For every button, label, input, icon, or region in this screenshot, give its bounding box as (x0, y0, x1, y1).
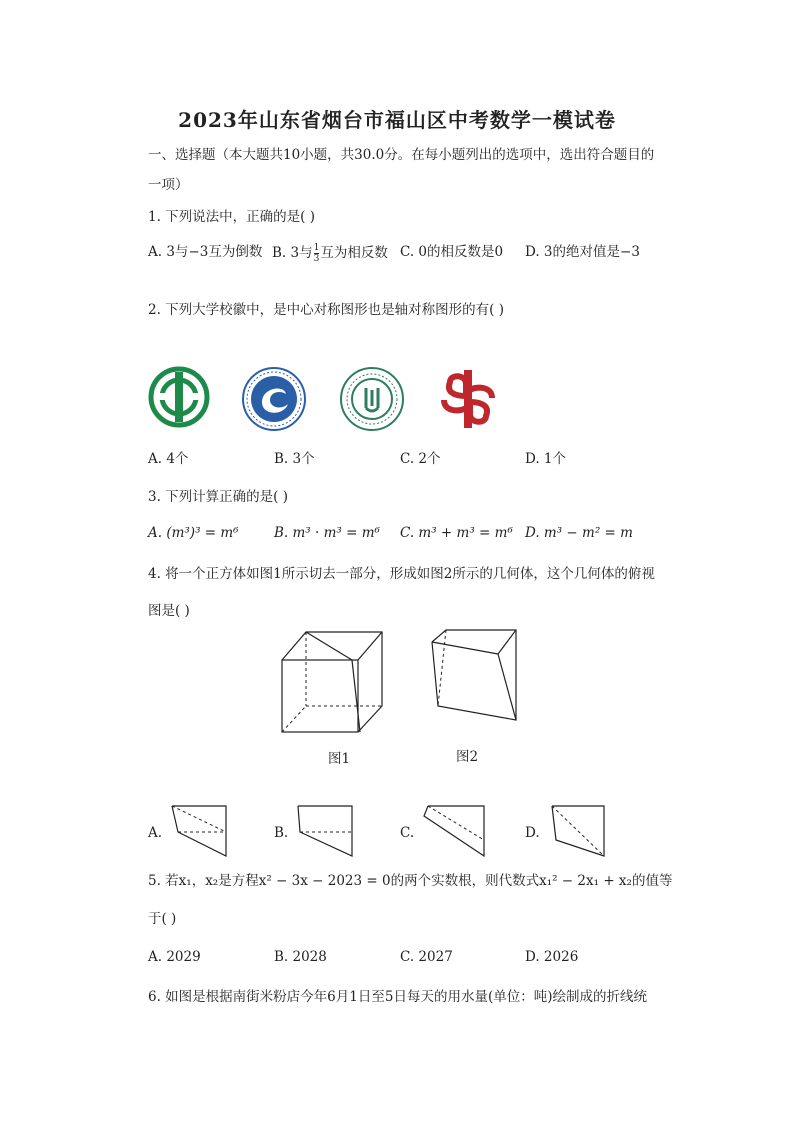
q5-option-d: D. 2026 (525, 949, 579, 965)
q4-option-d-figure (548, 804, 608, 858)
q4-option-c-label: C. (400, 825, 415, 841)
q2-option-b: B. 3个 (274, 451, 315, 467)
q4-option-a-label: A. (148, 825, 163, 841)
q1-option-b-prefix: B. 3与 (272, 245, 313, 261)
university-logo-4 (440, 368, 496, 430)
figure-1-cube (276, 626, 388, 736)
q1-option-d: D. 3的绝对值是−3 (525, 244, 640, 260)
page-title: 2023年山东省烟台市福山区中考数学一模试卷 (178, 108, 616, 132)
q4-option-c-figure (422, 804, 486, 858)
section-heading-line1: 一、选择题（本大题共10小题，共30.0分。在每小题列出的选项中，选出符合题目的 (148, 147, 655, 163)
university-logo-3 (338, 366, 406, 432)
q1-option-b-suffix: 互为相反数 (320, 245, 388, 261)
q3-option-a: A. (m³)³ = m⁶ (148, 525, 239, 541)
q2-option-d: D. 1个 (525, 451, 567, 467)
university-logo-2 (240, 366, 308, 432)
q1-option-b (272, 243, 388, 264)
q4-option-b-label: B. (274, 825, 289, 841)
q3-option-b: B. m³ · m³ = m⁶ (274, 525, 380, 541)
q2-stem: 2. 下列大学校徽中，是中心对称图形也是轴对称图形的有( ) (148, 302, 504, 318)
q4-option-a-figure (170, 804, 230, 858)
q1-option-a: A. 3与−3互为倒数 (148, 244, 263, 260)
q1-stem: 1. 下列说法中，正确的是( ) (148, 209, 315, 225)
q1-frac-num: 1 (313, 243, 320, 253)
university-logo-1 (148, 366, 210, 428)
section-heading-line2: 一项） (148, 177, 189, 193)
q4-option-b-figure (296, 804, 356, 858)
q4-option-d-label: D. (525, 825, 540, 841)
figure-1-caption: 图1 (328, 751, 351, 767)
q5-stem-line1: 5. 若x₁，x₂是方程x² − 3x − 2023 = 0的两个实数根，则代数式x₁² − 2x₁ + x₂的值等 (148, 873, 673, 889)
q4-stem-line1: 4. 将一个正方体如图1所示切去一部分，形成如图2所示的几何体，这个几何体的俯视 (148, 566, 655, 582)
q1-frac-den: 3 (313, 254, 320, 264)
q5-option-b: B. 2028 (274, 949, 327, 965)
q4-stem-line2: 图是( ) (148, 603, 190, 619)
q3-stem: 3. 下列计算正确的是( ) (148, 489, 288, 505)
q5-option-a: A. 2029 (148, 949, 201, 965)
figure-2-solid (424, 628, 518, 724)
q1-option-c: C. 0的相反数是0 (400, 244, 504, 260)
q1-option-b-fraction (314, 243, 320, 264)
q2-option-a: A. 4个 (148, 451, 189, 467)
q5-stem-line2: 于( ) (148, 911, 177, 927)
figure-2-caption: 图2 (456, 749, 479, 765)
q3-option-c: C. m³ + m³ = m⁶ (400, 525, 513, 541)
q6-stem-line1: 6. 如图是根据南街米粉店今年6月1日至5日每天的用水量(单位：吨)绘制成的折线统 (148, 989, 647, 1005)
q3-option-d: D. m³ − m² = m (525, 525, 633, 541)
q5-option-c: C. 2027 (400, 949, 453, 965)
q2-option-c: C. 2个 (400, 451, 441, 467)
